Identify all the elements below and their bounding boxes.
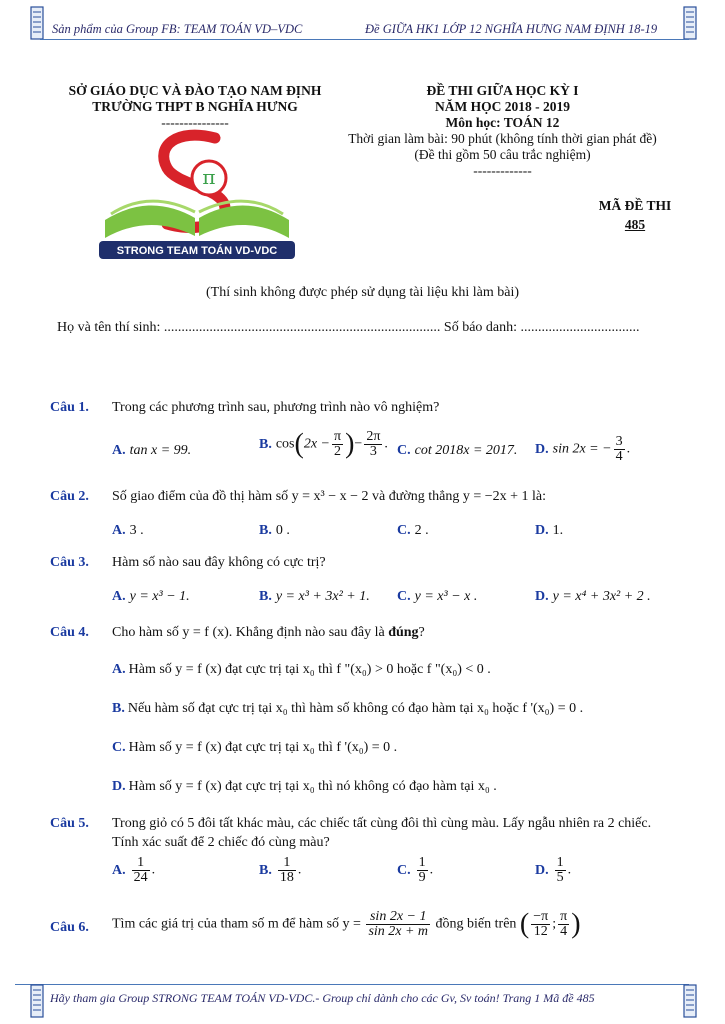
option-letter: B. [259,862,272,878]
option-text: cot 2018x = 2017. [414,443,518,458]
footer-text: Hãy tham gia Group STRONG TEAM TOÁN VD-VDC.- Group chỉ dành cho các Gv, Sv toán! Trang 1 Mã đề 485 [50,991,595,1005]
exam-code-label: MÃ ĐỀ THI [598,198,672,213]
fraction [614,435,625,464]
school-department: SỞ GIÁO DỤC VÀ ĐÀO TẠO NAM ĐỊNH [68,83,322,98]
fraction [558,910,569,939]
option-d [535,435,630,464]
option-letter: C. [397,443,411,458]
fraction [364,430,382,459]
option-d [112,779,497,795]
header-rule [40,39,689,40]
fraction [417,856,428,885]
denominator: 3 [369,444,377,459]
exam-time: Thời gian làm bài: 90 phút (không tính thời gian phát đề) [348,131,657,146]
question-text: Trong giỏ có 5 đôi tất khác màu, các chiếc tất cùng đôi thì cùng màu. Lấy ngẫu nhiên ra 2 chiếc. [112,816,652,831]
team-logo [97,128,297,263]
denominator: 5 [556,870,564,885]
fraction [531,910,550,939]
question-label: Câu 1. [50,400,89,415]
numerator: 1 [556,855,564,870]
option-text: Nếu hàm số đạt cực trị tại x₀ thì hàm số không có đạo hàm tại x₀ hoặc f '(x₀) = 0 . [127,701,584,716]
denominator: 4 [560,924,568,939]
question-text-part: ? [418,625,425,640]
period: . [384,436,388,452]
numerator: 1 [418,855,426,870]
question-text [112,625,425,641]
exam-subject: Môn học: TOÁN 12 [445,115,560,130]
numerator: 1 [278,856,296,871]
paren-open: ( [294,428,304,460]
option-text: y = x³ + 3x² + 1. [275,589,370,604]
bookmark-icon [30,984,44,1018]
exam-year: NĂM HỌC 2018 - 2019 [435,99,570,114]
option-a [112,589,190,605]
option-letter: B. [259,523,272,538]
candidate-info-line: Họ và tên thí sinh: ............................................................................... Số báo danh: .................................. [57,320,640,335]
denominator: 4 [615,449,623,464]
question-label: Câu 3. [50,555,89,570]
bookmark-icon [30,6,44,40]
option-letter: A. [112,589,126,604]
numerator: sin 2x − 1 [366,910,430,925]
question-text: Tìm các giá trị của tham số m để hàm số y = [112,916,361,932]
separator: ; [552,916,557,932]
numerator: 2π [366,429,381,444]
option-letter: B. [112,701,125,716]
fraction [555,856,566,885]
pi-symbol: π [202,165,216,189]
option-b [259,856,301,885]
option-d [535,856,571,885]
school-block [40,83,350,131]
option-c [112,740,397,756]
period: . [297,862,302,878]
question-text: Trong các phương trình sau, phương trình nào vô nghiệm? [112,400,440,415]
option-b [259,589,370,605]
footer-rule [15,984,689,985]
paren-close: ) [345,428,355,460]
denominator: 2 [334,444,342,459]
numerator: 1 [132,856,150,871]
exam-info-block [330,83,675,179]
bookmark-icon [683,984,697,1018]
question-text: Hàm số nào sau đây không có cực trị? [112,555,326,570]
option-a [112,443,191,459]
header-left-text: Sản phẩm của Group FB: TEAM TOÁN VD–VDC [52,22,303,36]
question-label: Câu 5. [50,816,89,831]
exam-code-block [580,196,690,234]
option-letter: C. [397,523,411,538]
denominator: 18 [279,870,294,885]
option-letter: D. [535,589,549,604]
option-letter: D. [535,862,549,878]
option-b [112,701,583,717]
minus-sign: − [354,436,363,452]
exam-code-value: 485 [624,217,646,232]
option-letter: B. [259,589,272,604]
option-letter: B. [259,436,272,452]
option-text: Hàm số y = f (x) đạt cực trị tại x₀ thì f '(x₀) = 0 . [128,740,398,755]
denominator: sin 2x + m [368,924,429,939]
option-letter: D. [535,523,549,538]
paren-close: ) [571,908,581,940]
question-text: Tính xác suất để 2 chiếc đó cùng màu? [112,835,330,850]
numerator: 3 [615,434,623,449]
option-d [535,589,651,605]
period: . [429,862,434,878]
option-c [397,856,433,885]
option-letter: D. [535,441,549,457]
numerator: −π [533,909,549,924]
numerator: π [560,909,568,924]
option-text: y = x³ − 1. [129,589,190,604]
question-label: Câu 4. [50,625,89,640]
exam-title: ĐỀ THI GIỮA HỌC KỲ I [426,83,579,98]
option-letter: C. [112,740,126,755]
option-a [112,662,491,678]
question-label: Câu 6. [50,920,89,935]
option-c [397,443,517,459]
option-text: 0 . [275,523,290,538]
numerator: π [334,429,342,444]
school-separator: --------------- [161,115,229,130]
option-text: 2 . [414,523,429,538]
period: . [567,862,572,878]
fraction [132,856,150,885]
question-label: Câu 2. [50,489,89,504]
option-b [259,430,388,459]
fraction [278,856,296,885]
header-right-text: Đề GIỮA HK1 LỚP 12 NGHĨA HƯNG NAM ĐỊNH 18-19 [365,22,658,36]
option-letter: C. [397,589,411,604]
option-text: tan x = 99. [129,443,192,458]
option-b [259,523,290,539]
school-name: TRƯỜNG THPT B NGHĨA HƯNG [92,99,298,114]
question-text: Số giao điểm của đồ thị hàm số y = x³ − x − 2 và đường thẳng y = −2x + 1 là: [112,489,547,504]
question-text: đồng biến trên [435,916,517,932]
logo-banner-text: STRONG TEAM TOÁN VD-VDC [116,245,278,257]
question-6-text [112,910,581,939]
period: . [151,862,156,878]
denominator: 12 [533,924,548,939]
question-emphasis: đúng [388,625,419,640]
cos-text: cos [275,436,295,452]
running-header [0,0,725,46]
exam-question-count: (Đề thi gồm 50 câu trắc nghiệm) [414,147,591,162]
period: . [626,441,631,457]
option-text: 1. [552,523,564,538]
option-a [112,523,144,539]
denominator: 9 [418,870,426,885]
paren-open: ( [519,908,530,940]
option-text: Hàm số y = f (x) đạt cực trị tại x₀ thì f "(x₀) > 0 hoặc f "(x₀) < 0 . [128,662,491,677]
fraction [366,910,430,939]
option-letter: C. [397,862,411,878]
option-d [535,523,563,539]
option-a [112,856,155,885]
inner-expr: 2x − [303,436,331,452]
option-c [397,589,477,605]
option-text: y = x³ − x . [414,589,478,604]
question-text-part: Cho hàm số y = f (x). Khẳng định nào sau đây là [112,625,389,640]
option-letter: A. [112,862,126,878]
option-text: sin 2x = − [552,441,612,457]
option-letter: D. [112,779,126,794]
exam-separator: ------------- [473,163,532,178]
option-text: y = x⁴ + 3x² + 2 . [552,589,651,604]
option-text: Hàm số y = f (x) đạt cực trị tại x₀ thì nó không có đạo hàm tại x₀ . [128,779,497,794]
option-letter: A. [112,443,126,458]
option-letter: A. [112,523,126,538]
option-text: 3 . [129,523,144,538]
denominator: 24 [133,870,148,885]
option-letter: A. [112,662,126,677]
exam-note: (Thí sinh không được phép sử dụng tài liệu khi làm bài) [205,285,520,300]
bookmark-icon [683,6,697,40]
fraction [332,430,343,459]
option-c [397,523,429,539]
